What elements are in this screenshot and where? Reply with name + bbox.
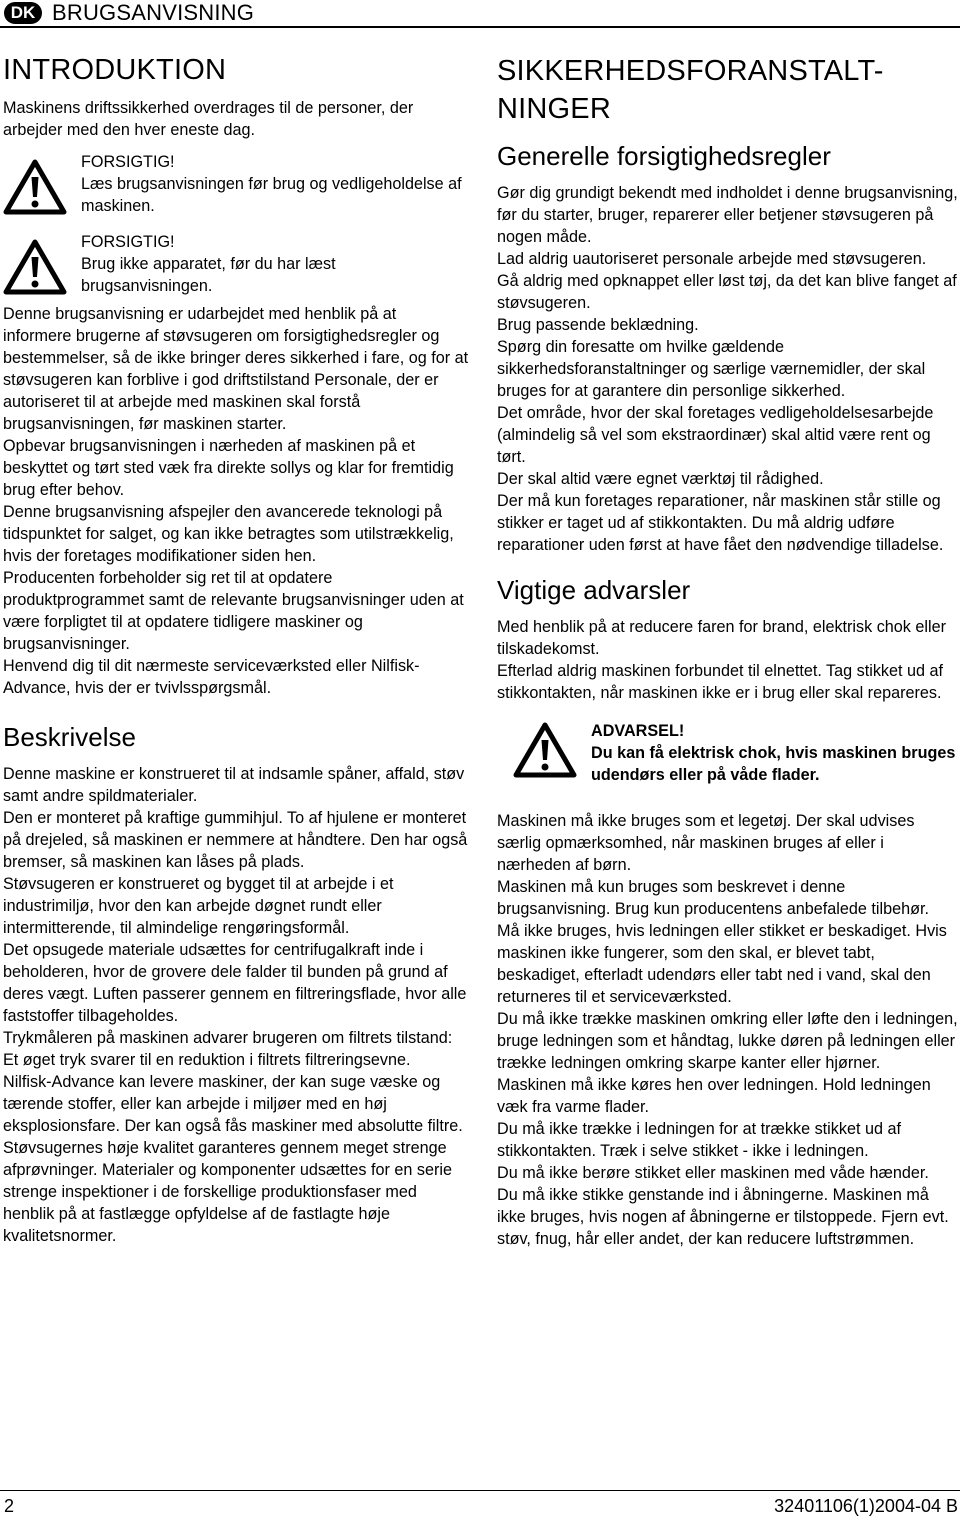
page-footer (0, 1490, 960, 1520)
description-paragraph: Det opsugede materiale udsættes for centrifugalkraft inde i beholderen, hvor de grovere dele falder til bunden på grund af deres vægt. Luften passerer gennem en filtreringsflade, hvor alle faststoffer tilbageholdes. (3, 941, 467, 1025)
final-paragraph: Maskinen må ikke køres hen over ledningen. Hold ledningen væk fra varme flader. (497, 1076, 931, 1116)
intro-paragraph: Denne brugsanvisning er udarbejdet med henblik på at informere brugerne af støvsugeren om forsigtighedsregler og bestemmelser, så de ikke bringer deres sikkerhed i fare, og for at støvsugeren kan forblive i god driftstilstand Personale, der er autoriseret til at arbejde med maskinen skal forstå brugsanvisningen, før maskinen starter. (3, 305, 469, 433)
final-paragraph: Du må ikke trække maskinen omkring eller løfte den i ledningen, bruge ledningen som et håndtag, lukke døren på ledningen eller trække ledningen omkring skarpe kanter eller hjørner. (497, 1010, 958, 1072)
advarsel-text: Du kan få elektrisk chok, hvis maskinen bruges udendørs eller på våde flader. (591, 744, 956, 784)
important-paragraph: Med henblik på at reducere faren for brand, elektrisk chok eller tilskadekomst. (497, 618, 946, 658)
right-column (497, 46, 959, 1250)
final-paragraph: Maskinen må ikke bruges som et legetøj. Der skal udvises særlig opmærksomhed, når maskinen bruges af eller i nærheden af børn. (497, 812, 915, 874)
safety-title: SIKKERHEDSFORANSTALT-NINGER (497, 55, 884, 125)
caution-text-2: Brug ikke apparatet, før du har læst brugsanvisningen. (81, 255, 336, 295)
general-paragraph: Gør dig grundigt bekendt med indholdet i denne brugsanvisning, før du starter, bruger, reparerer eller betjener støvsugeren på nogen måde. (497, 184, 958, 246)
final-paragraph: Må ikke bruges, hvis ledningen eller stikket er beskadiget. Hvis maskinen ikke fungerer, som den skal, er blevet tabt, beskadiget, efterladt udendørs eller tabt ned i vand, skal den returneres til et serviceværksted. (497, 922, 947, 1006)
final-paragraph: Maskinen må kun bruges som beskrevet i denne brugsanvisning. Brug kun producentens anbefalede tilbehør. (497, 878, 929, 918)
general-paragraph: Gå aldrig med opknappet eller løst tøj, da det kan blive fanget af støvsugeren. (497, 272, 957, 312)
intro-title: INTRODUKTION (3, 54, 227, 86)
final-paragraph: Du må ikke trække i ledningen for at trække stikket ud af stikkontakten. Træk i selve stikket - ikke i ledningen. (497, 1120, 901, 1160)
intro-paragraph: Producenten forbeholder sig ret til at opdatere produktprogrammet samt de relevante brugsanvisninger uden at være forpligtet til at opdatere tidligere maskiner og brugsanvisninger. (3, 569, 464, 653)
intro-paragraph: Henvend dig til dit nærmeste serviceværksted eller Nilfisk-Advance, hvis der er tvivlsspørgsmål. (3, 657, 420, 697)
general-paragraph: Lad aldrig uautoriseret personale arbejde med støvsugeren. (497, 250, 927, 268)
caution-label-1: FORSIGTIG! (81, 153, 175, 171)
description-title: Beskrivelse (3, 722, 136, 752)
caution-text-1: Læs brugsanvisningen før brug og vedligeholdelse af maskinen. (81, 175, 462, 215)
description-paragraph: Trykmåleren på maskinen advarer brugeren om filtrets tilstand: Et øget tryk svarer til en reduktion i filtrets filtreringsevne. (3, 1029, 453, 1069)
general-paragraph: Der må kun foretages reparationer, når maskinen står stille og stikker er taget ud af stikkontakten. Du må aldrig udføre reparationer uden først at have fået den nødvendige tilladelse. (497, 492, 944, 554)
general-paragraph: Spørg din foresatte om hvilke gældende sikkerhedsforanstaltninger og særlige værnemidler, der skal bruges for at garantere din personlige sikkerhed. (497, 338, 926, 400)
caution-block-2 (3, 231, 469, 297)
page-number: 2 (4, 1496, 15, 1516)
final-paragraph: Du må ikke stikke genstande ind i åbningerne. Maskinen må ikke bruges, hvis nogen af åbningerne er tilstoppede. Fjern evt. støv, fnug, hår eller andet, der kan reducere luftstrømmen. (497, 1186, 949, 1248)
description-paragraph: Den er monteret på kraftige gummihjul. To af hjulene er monteret på drejeled, så maskinen er nemmere at håndtere. Den har også bremser, så maskinen kan låses på plads. (3, 809, 468, 871)
advarsel-label: ADVARSEL! (591, 722, 685, 740)
description-paragraph: Støvsugeren er konstrueret og bygget til at arbejde i et industrimiljø, hvor den kan arbejde døgnet rundt eller intermitterende, til almindelige rengøringsformål. (3, 875, 394, 937)
left-column (3, 46, 469, 1247)
important-warnings-title: Vigtige advarsler (497, 575, 691, 605)
page-header (0, 0, 960, 28)
important-paragraph: Efterlad aldrig maskinen forbundet til elnettet. Tag stikket ud af stikkontakten, når maskinen ikke er i brug eller skal repareres. (497, 662, 944, 702)
intro-paragraph: Opbevar brugsanvisningen i nærheden af maskinen på et beskyttet og tørt sted væk fra direkte sollys og klar for fremtidig brug efter behov. (3, 437, 454, 499)
description-paragraph: Støvsugernes høje kvalitet garanteres gennem meget strenge afprøvninger. Materialer og komponenter udsættes for en serie strenge inspektioner i de forskellige produktionsfaser med henblik på at fastlægge opfyldelse af de fastlagte høje kvalitetsnormer. (3, 1139, 452, 1245)
language-badge: DK (4, 2, 42, 24)
final-paragraph: Du må ikke berøre stikket eller maskinen med våde hænder. (497, 1164, 929, 1182)
warning-triangle-icon (3, 159, 67, 215)
warning-triangle-icon (3, 239, 67, 295)
description-paragraph: Nilfisk-Advance kan levere maskiner, der kan suge væske og tærende stoffer, eller kan arbejde i miljøer med en høj eksplosionsfare. Der kan også fås maskiner med absolutte filtre. (3, 1073, 463, 1135)
caution-block-1 (3, 151, 469, 217)
header-title: BRUGSANVISNING (52, 0, 255, 25)
general-paragraph: Der skal altid være egnet værktøj til rådighed. (497, 470, 824, 488)
intro-paragraph: Denne brugsanvisning afspejler den avancerede teknologi på tidspunktet for salget, og kan ikke betragtes som utilstrækkelig, hvis der foretages modifikationer siden hen. (3, 503, 454, 565)
general-paragraph: Det område, hvor der skal foretages vedligeholdelsesarbejde (almindelig så vel som ekstraordinær) skal altid være rent og tørt. (497, 404, 934, 466)
document-code: 32401106(1)2004-04 B (774, 1496, 958, 1516)
caution-label-2: FORSIGTIG! (81, 233, 175, 251)
intro-lead: Maskinens driftssikkerhed overdrages til de personer, der arbejder med den hver eneste dag. (3, 99, 414, 139)
electric-warning-block (513, 720, 959, 786)
general-precautions-title: Generelle forsigtighedsregler (497, 141, 831, 171)
general-paragraph: Brug passende beklædning. (497, 316, 699, 334)
description-paragraph: Denne maskine er konstrueret til at indsamle spåner, affald, støv samt andre spildmaterialer. (3, 765, 465, 805)
warning-triangle-icon (513, 722, 577, 778)
